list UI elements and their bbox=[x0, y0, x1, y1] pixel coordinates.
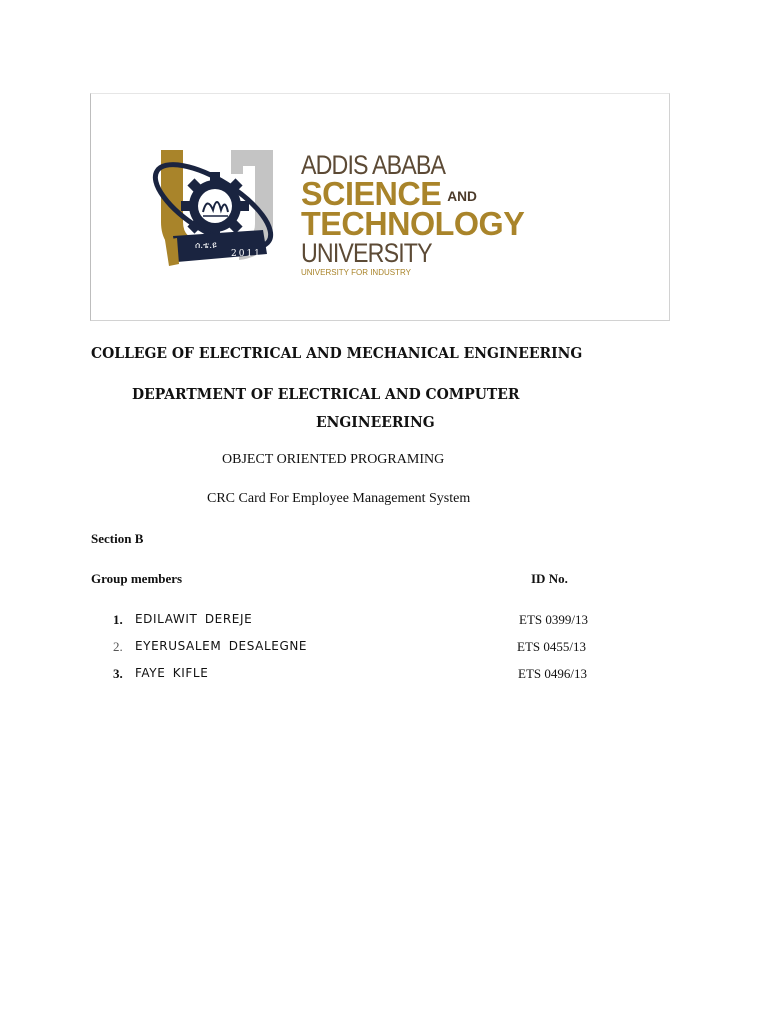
wordmark-addis-ababa: ADDIS ABABA bbox=[301, 150, 446, 180]
member-row bbox=[0, 666, 768, 686]
member-id: ETS 0455/13 bbox=[517, 639, 586, 654]
department-heading-line2: ENGINEERING bbox=[316, 413, 435, 431]
department-heading-line1: DEPARTMENT OF ELECTRICAL AND COMPUTER bbox=[132, 385, 520, 403]
wordmark-technology: TECHNOLOGY bbox=[301, 205, 525, 242]
college-heading: COLLEGE OF ELECTRICAL AND MECHANICAL ENGINEERING bbox=[91, 344, 583, 362]
member-number: 1. bbox=[113, 612, 123, 627]
member-number: 2. bbox=[113, 639, 123, 654]
wordmark-science-text: SCIENCE bbox=[301, 175, 442, 212]
seal-text: ሰ.ቴ.ዩ bbox=[195, 241, 217, 251]
university-wordmark bbox=[301, 150, 631, 278]
member-name: EDILAWIT DEREJE bbox=[135, 612, 253, 626]
group-members-label: Group members bbox=[91, 571, 183, 586]
university-logo-banner bbox=[90, 93, 670, 321]
member-number: 3. bbox=[113, 666, 123, 681]
document-subtitle: CRC Card For Employee Management System bbox=[207, 491, 471, 506]
member-name: EYERUSALEM DESALEGNE bbox=[135, 639, 308, 653]
id-number-label: ID No. bbox=[531, 571, 568, 586]
seal-year: 2011 bbox=[231, 249, 262, 259]
member-id: ETS 0496/13 bbox=[518, 666, 587, 681]
member-row bbox=[0, 612, 768, 632]
section-label: Section B bbox=[91, 531, 144, 546]
wordmark-and: AND bbox=[447, 188, 477, 204]
course-title: OBJECT ORIENTED PROGRAMING bbox=[222, 452, 445, 467]
wordmark-tagline: UNIVERSITY FOR INDUSTRY bbox=[301, 268, 411, 277]
wordmark-university: UNIVERSITY bbox=[301, 238, 432, 268]
member-row bbox=[0, 639, 768, 659]
member-name: FAYE KIFLE bbox=[135, 666, 209, 680]
member-id: ETS 0399/13 bbox=[519, 612, 588, 627]
university-seal-icon bbox=[143, 144, 283, 274]
